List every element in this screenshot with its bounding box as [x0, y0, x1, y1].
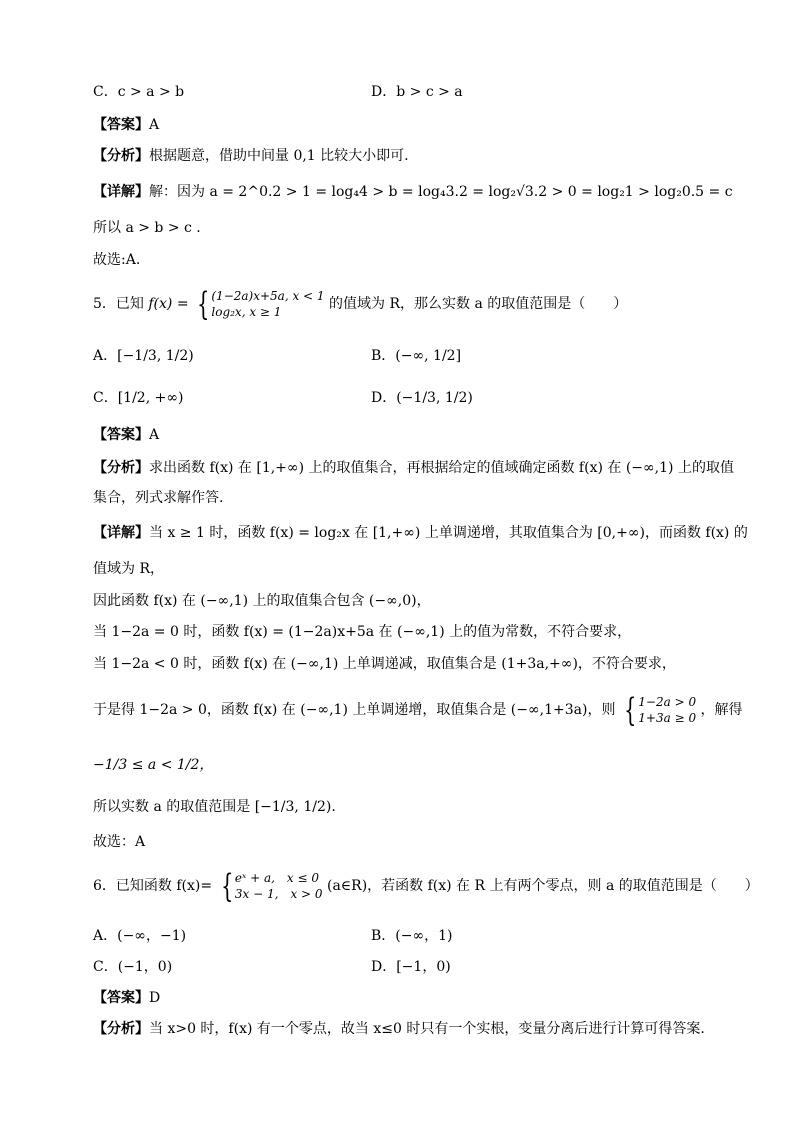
q6-stem-suffix: (a∈R)，若函数 f(x) 在 R 上有两个零点，则 a 的取值范围是（ ）	[326, 878, 759, 894]
detail-tag: 【详解】	[93, 184, 149, 200]
q5-piecewise: { (1−2a)x+5a, x < 1 log₂x, x ≥ 1	[197, 285, 325, 323]
answer-value: A	[149, 117, 160, 133]
detail-text: 解：因为 a = 2^0.2 > 1 = log₄4 > b = log₄3.2 = log₂√3.2 > 0 = log₂1 > log₂0.5 = c	[149, 184, 733, 200]
q6-piecewise: { eˣ + a, x ≤ 0 3x − 1, x > 0	[220, 867, 323, 905]
q4-option-c: C．c > a > b	[93, 84, 185, 100]
q5-stem-suffix: 的值域为 R，那么实数 a 的取值范围是（ ）	[329, 296, 628, 312]
q5-answer	[93, 425, 159, 445]
q5-detail-line-1	[93, 523, 748, 543]
answer-tag: 【答案】	[93, 427, 149, 443]
q5-detail-line-5: 当 1−2a < 0 时，函数 f(x) 在 (−∞,1) 上单调递减，取值集合是 (1+3a,+∞)，不符合要求，	[93, 656, 676, 672]
q4-analysis	[93, 146, 409, 166]
q5-stem-prefix: 5．已知	[93, 296, 144, 312]
detail-text: 当 x ≥ 1 时，函数 f(x) = log₂x 在 [1,+∞) 上单调递增，其取值集合为 [0,+∞)，而函数 f(x) 的	[149, 525, 748, 541]
q5-option-c: C．[1/2, +∞)	[93, 390, 184, 406]
q5-detail-line-3: 因此函数 f(x) 在 (−∞,1) 上的取值集合包含 (−∞,0)，	[93, 593, 431, 609]
analysis-tag: 【分析】	[93, 460, 149, 476]
q5-detail-line-8: 所以实数 a 的取值范围是 [−1/3, 1/2).	[93, 799, 336, 815]
q4-choose: 故选:A.	[93, 252, 141, 268]
q5-system-2: 1+3a ≥ 0	[638, 711, 697, 725]
q6-analysis	[93, 1019, 705, 1039]
analysis-text: 当 x>0 时，f(x) 有一个零点，故当 x≤0 时只有一个实根，变量分离后进行计算可得答案.	[149, 1021, 705, 1037]
q5-choose: 故选：A	[93, 834, 146, 850]
q5-system: { 1−2a > 0 1+3a ≥ 0	[623, 691, 697, 729]
q5-detail-line-4: 当 1−2a = 0 时，函数 f(x) = (1−2a)x+5a 在 (−∞,1) 上的值为常数，不符合要求，	[93, 624, 632, 640]
q5-system-1: 1−2a > 0	[638, 695, 697, 709]
analysis-text: 根据题意，借助中间量 0,1 比较大小即可.	[149, 148, 409, 164]
q6-option-c: C．(−1，0)	[93, 959, 173, 975]
q4-option-d: D．b > c > a	[371, 84, 463, 100]
answer-value: D	[149, 990, 161, 1006]
q5-option-b: B．(−∞, 1/2]	[371, 348, 462, 364]
q6-piece-1: eˣ + a, x ≤ 0	[234, 871, 320, 885]
analysis-tag: 【分析】	[93, 1021, 149, 1037]
q6-answer	[93, 988, 160, 1008]
q6-option-d: D．[−1，0)	[371, 959, 451, 975]
q6-piece-2: 3x − 1, x > 0	[234, 887, 323, 901]
answer-value: A	[149, 427, 160, 443]
q5-option-a: A．[−1/3, 1/2)	[93, 348, 194, 364]
analysis-text: 求出函数 f(x) 在 [1,+∞) 上的取值集合，再根据给定的值域确定函数 f(x) 在 (−∞,1) 上的取值	[149, 460, 734, 476]
q6-option-b: B．(−∞，1)	[371, 928, 453, 944]
q5-stem	[93, 286, 627, 322]
q5-detail-line-2: 值域为 R，	[93, 561, 164, 577]
q5-piece-1: (1−2a)x+5a, x < 1	[211, 289, 325, 303]
q6-stem	[93, 868, 759, 904]
q5-detail-line-6	[93, 692, 743, 728]
detail-line-6-prefix: 于是得 1−2a > 0，函数 f(x) 在 (−∞,1) 上单调递增，取值集合是 (−∞,1+3a)，则	[93, 702, 616, 718]
analysis-tag: 【分析】	[93, 148, 149, 164]
q6-option-a: A．(−∞，−1)	[93, 928, 187, 944]
detail-tag: 【详解】	[93, 525, 149, 541]
q5-piece-2: log₂x, x ≥ 1	[211, 305, 282, 319]
q5-func-name: f(x) =	[148, 296, 189, 312]
q4-conclusion: 所以 a > b > c .	[93, 220, 201, 236]
q4-answer	[93, 115, 159, 135]
q5-analysis-line-2: 集合，列式求解作答.	[93, 490, 224, 506]
q4-detail	[93, 182, 733, 202]
q6-stem-prefix: 6．已知函数 f(x)=	[93, 878, 213, 894]
detail-line-6-suffix: ，解得	[700, 702, 743, 718]
answer-tag: 【答案】	[93, 117, 149, 133]
q5-option-d: D．(−1/3, 1/2)	[371, 390, 473, 406]
q5-analysis-line-1	[93, 458, 734, 478]
answer-tag: 【答案】	[93, 990, 149, 1006]
q5-detail-line-7: −1/3 ≤ a < 1/2，	[93, 757, 214, 773]
